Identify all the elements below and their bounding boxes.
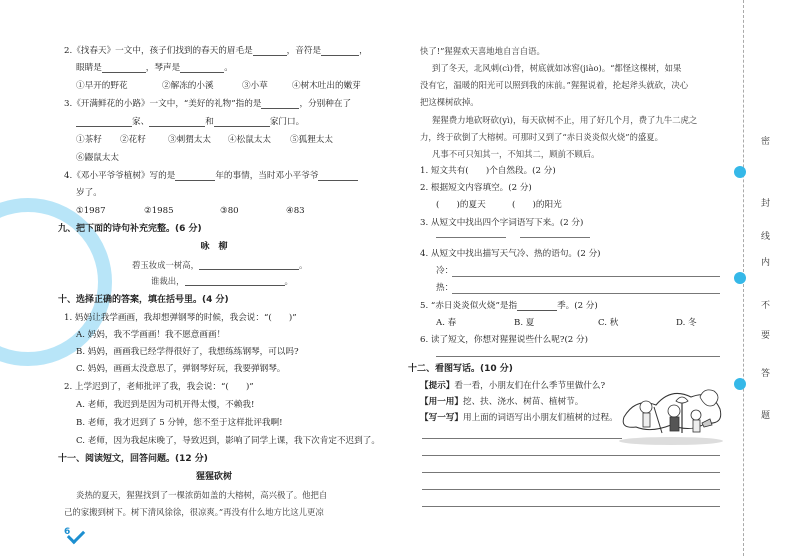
q3-line1: 3.《开满鲜花的小路》一文中，“美好的礼物”指的是 ，分别种在了	[64, 99, 352, 109]
section-12-title: 十二、看图写话。(10 分)	[408, 364, 513, 374]
blank[interactable]	[199, 261, 299, 270]
q4-line1: 4.《邓小平爷爷植树》写的是 年的事情，当时邓小平爷爷	[64, 171, 358, 181]
blank[interactable]	[253, 47, 287, 56]
answer-line[interactable]	[520, 237, 590, 238]
write-line: 【写一写】用上面的词语写出小朋友们植树的过程。	[420, 413, 618, 423]
section-9-title: 九、把下面的诗句补充完整。(6 分)	[58, 224, 202, 234]
q2-line1: 2.《找春天》一文中，孩子们找到的春天的眉毛是 ，音符是 ，	[64, 46, 368, 56]
seal-char: 要	[761, 331, 771, 341]
q4-line2: 岁了。	[76, 188, 102, 198]
poem-line-1: 碧玉妆成一树高， 。	[132, 260, 308, 270]
q3-line2: 家、 和 家门口。	[76, 117, 304, 127]
blank[interactable]	[175, 172, 215, 181]
seal-dot-icon	[734, 378, 746, 390]
blank[interactable]	[318, 172, 358, 181]
story-para-7: 猩猩费力地砍呀砍(yì)，每天砍树不止，用了好几个月，费了九牛二虎之	[432, 115, 698, 125]
read-q6: 6. 读了短文，你想对猩猩说些什么呢?(2 分)	[420, 335, 588, 345]
blank[interactable]	[149, 118, 205, 127]
story-para-1: 炎热的夏天，猩猩找到了一棵浓荫如盖的大榕树，高兴极了。他把自	[76, 490, 328, 500]
q3-option-6: ⑥鼹鼠太太	[76, 153, 119, 163]
blank[interactable]	[102, 64, 146, 73]
seal-dot-icon	[734, 272, 746, 284]
blank[interactable]	[76, 118, 132, 127]
read-q2-a: ( )的夏天	[436, 200, 486, 210]
seal-char: 答	[761, 369, 771, 379]
blank[interactable]	[321, 47, 359, 56]
answer-line[interactable]	[452, 276, 720, 277]
poem-title: 咏 柳	[200, 242, 228, 252]
blank[interactable]	[185, 277, 285, 286]
story-para-4: 到了冬天，北风刺(cì)骨，树底就如冰窖(jiào)。“都怪这棵树，如果	[432, 63, 682, 73]
read-q4: 4. 从短文中找出描写天气冷、热的语句。(2 分)	[420, 249, 601, 259]
use-line: 【用一用】挖、扶、浇水、树苗、植树节。	[420, 397, 584, 407]
read-q3: 3. 从短文中找出四个字词语写下来。(2 分)	[420, 218, 584, 228]
q3-options: ①茶籽 ②花籽 ③刺猬太太 ④松鼠太太 ⑤狐狸太太	[76, 135, 333, 145]
seal-char: 封	[761, 199, 771, 209]
blank[interactable]	[261, 100, 299, 109]
read-q2-b: ( )的阳光	[512, 200, 562, 210]
seal-char: 密	[761, 137, 771, 147]
story-para-9: 凡事不可只知其一，不知其二，顾前不顾后。	[432, 149, 600, 159]
seal-char: 题	[761, 411, 771, 421]
sec10-q1-option-c: C. 妈妈，画画太没意思了，弹钢琴好玩，我要弹钢琴。	[76, 364, 286, 374]
blank[interactable]	[214, 118, 270, 127]
story-para-5: 没有它，温暖的阳光可以照到我的床前。”猩猩说着，抡起斧头就砍，决心	[420, 80, 689, 90]
sec10-q2-option-b: B. 老师，我才迟到了 5 分钟，您不至于这样批评我啊!	[76, 418, 283, 428]
seal-char: 内	[761, 258, 771, 268]
answer-line[interactable]	[436, 237, 506, 238]
section-11-title: 十一、阅读短文，回答问题。(12 分)	[58, 454, 208, 464]
sec10-q1-option-b: B. 妈妈，画画我已经学得很好了，我想练练钢琴，可以吗?	[76, 347, 299, 357]
writing-line[interactable]	[422, 472, 720, 473]
right-column	[400, 0, 730, 556]
story-para-8: 力，终于砍倒了大榕树。可那时又到了“赤日炎炎似火烧”的盛夏。	[420, 132, 664, 142]
blank[interactable]	[517, 302, 557, 311]
answer-line[interactable]	[452, 293, 720, 294]
kids-planting-tree-illustration	[616, 377, 726, 445]
read-q4-cold-label: 冷：	[436, 266, 454, 276]
read-q4-hot-label: 热：	[436, 283, 454, 293]
q2-options: ①早开的野花 ②解冻的小溪 ③小草 ④树木吐出的嫩芽	[76, 81, 361, 91]
story-title: 猩猩砍树	[195, 472, 232, 482]
writing-line[interactable]	[422, 506, 720, 507]
read-q5: 5. “赤日炎炎似火烧”是指 季。(2 分)	[420, 301, 598, 311]
sec10-q2-option-c: C. 老师，因为我起床晚了，导致迟到，影响了同学上课，我下次肯定不迟到了。	[76, 436, 380, 446]
poem-line-2: 谁裁出， 。	[151, 276, 293, 286]
seal-dot-icon	[734, 166, 746, 178]
sec10-q2: 2. 上学迟到了，老师批评了我，我会说：“( )”	[64, 382, 254, 392]
page-number: 6	[64, 527, 71, 537]
read-q2: 2. 根据短文内容填空。(2 分)	[420, 183, 532, 193]
story-para-3: 快了!”猩猩欢天喜地地自言自语。	[420, 46, 545, 56]
blank[interactable]	[180, 64, 224, 73]
read-q1: 1. 短文共有( )个自然段。(2 分)	[420, 166, 556, 176]
story-para-6: 把这棵树砍掉。	[420, 97, 479, 107]
writing-line[interactable]	[422, 438, 622, 439]
tip-line: 【提示】看一看，小朋友们在什么季节里做什么?	[420, 381, 606, 391]
seal-char: 不	[761, 301, 771, 311]
section-10-title: 十、选择正确的答案，填在括号里。(4 分)	[58, 295, 229, 305]
writing-line[interactable]	[422, 489, 720, 490]
seal-char: 线	[761, 232, 771, 242]
sec10-q1-option-a: A. 妈妈，我不学画画！我不愿意画画！	[76, 330, 226, 340]
sec10-q2-option-a: A. 老师，我迟到是因为司机开得太慢，不赖我!	[76, 400, 255, 410]
sec10-q1: 1. 妈妈让我学画画，我却想弹钢琴的时候，我会说：“( )”	[64, 313, 297, 323]
answer-line[interactable]	[436, 356, 720, 357]
read-q5-options: A. 春 B. 夏 C. 秋 D. 冬	[436, 318, 697, 328]
writing-line[interactable]	[422, 455, 720, 456]
q4-options: ①1987 ②1985 ③80 ④83	[76, 206, 305, 216]
q2-line2: 眼睛是 ，琴声是 。	[76, 63, 233, 73]
story-para-2: 己的家搬到树下。树下清风徐徐，很凉爽。”再没有什么地方比这儿更凉	[64, 507, 324, 517]
